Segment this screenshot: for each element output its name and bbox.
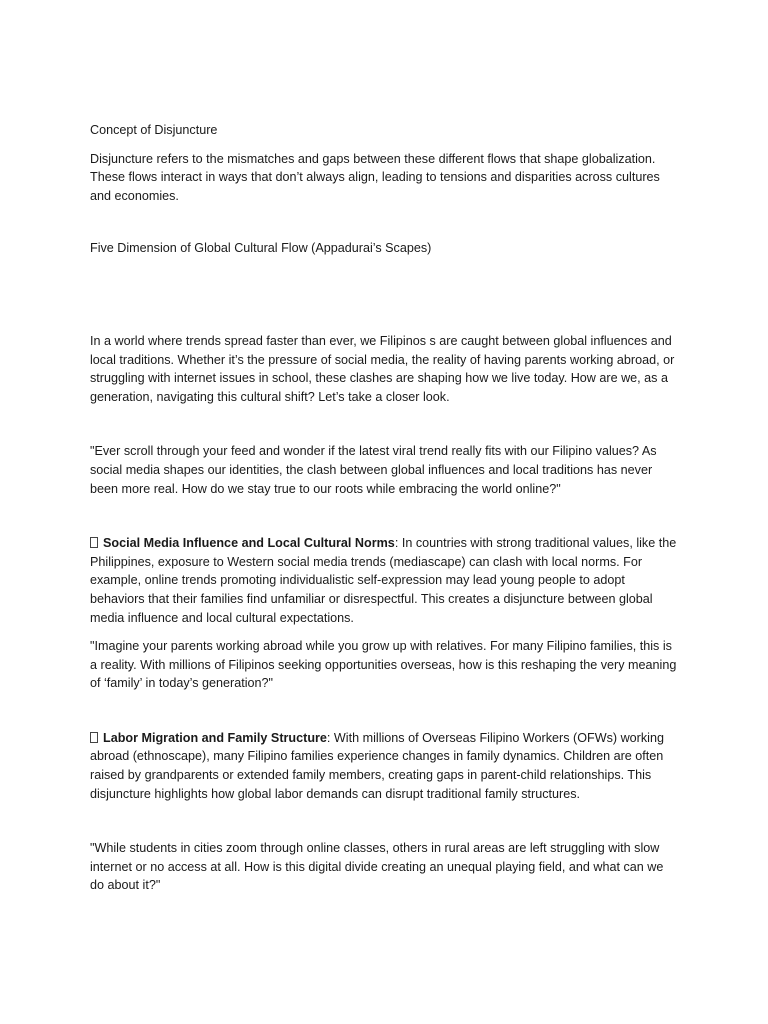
quote-digital-divide: "While students in cities zoom through online classes, others in rural areas are left struggling with slow internet or no access at all. How is this digital divide creating an unequal playing field, and what can we do about it?" <box>90 841 664 893</box>
missing-glyph-icon <box>90 537 98 548</box>
bullet-labor-migration <box>90 729 680 803</box>
bullet-labor-title: Labor Migration and Family Structure <box>103 730 327 745</box>
quote-family: "Imagine your parents working abroad while you grow up with relatives. For many Filipino families, this is a reality. With millions of Filipinos seeking opportunities overseas, how is this reshaping the very meaning of ‘family’ in today’s generation?" <box>90 639 677 691</box>
document-page <box>90 121 680 895</box>
paragraph-disjuncture: Disjuncture refers to the mismatches and gaps between these different flows that shape globalization. These flows interact in ways that don’t always align, leading to tensions and disparities across cultures and economies. <box>90 151 660 203</box>
bullet-social-text: : In countries with strong traditional values, like the Philippines, exposure to Western social media trends (mediascape) can clash with local norms. For example, online trends promoting individualistic self-expression may lead young people to adopt behaviors that their families find unfamiliar or disrespectful. This creates a disjuncture between global media influence and local cultural expectations. <box>90 536 677 625</box>
bullet-social-title: Social Media Influence and Local Cultural Norms <box>103 536 395 551</box>
paragraph-intro: In a world where trends spread faster than ever, we Filipinos s are caught between global influences and local traditions. Whether it’s the pressure of social media, the reality of having parents working abroad, or struggling with internet issues in school, these clashes are shaping how we live today. How are we, as a generation, navigating this cultural shift? Let’s take a closer look. <box>90 333 675 404</box>
bullet-labor-text: : With millions of Overseas Filipino Workers (OFWs) working abroad (ethnoscape), many Filipino families experience changes in family dynamics. Children are often raised by grandparents or extended family members, creating gaps in parent-child relationships. This disjuncture highlights how global labor demands can disrupt traditional family structures. <box>90 730 664 801</box>
quote-social-media: "Ever scroll through your feed and wonder if the latest viral trend really fits with our Filipino values? As social media shapes our identities, the clash between global influences and local traditions has never been more real. How do we stay true to our roots while embracing the world online?" <box>90 444 657 496</box>
heading-concept: Concept of Disjuncture <box>90 123 218 137</box>
bullet-social-media <box>90 534 680 627</box>
heading-dimensions: Five Dimension of Global Cultural Flow (Appadurai’s Scapes) <box>90 241 432 256</box>
missing-glyph-icon <box>90 732 98 743</box>
